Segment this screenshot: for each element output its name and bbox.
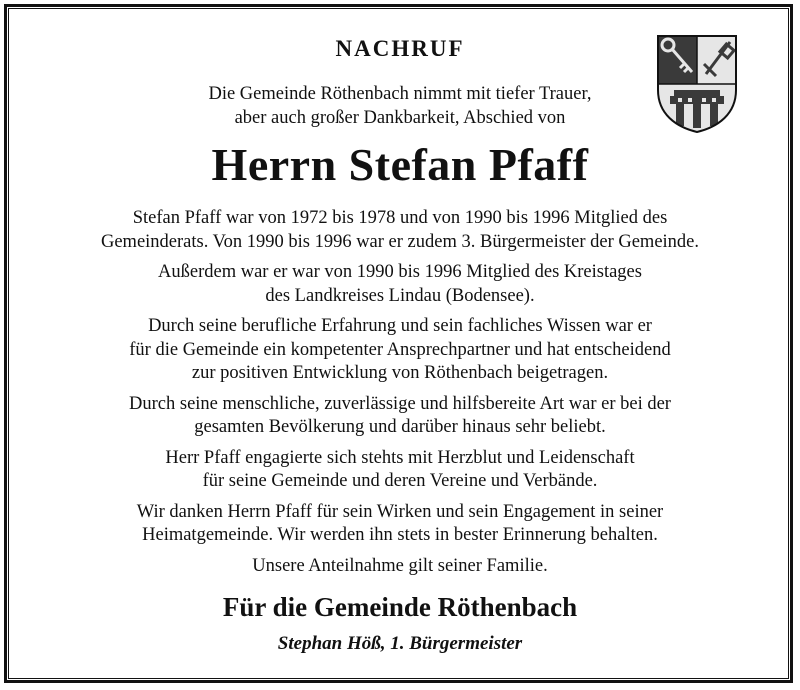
notice-body xyxy=(0,207,800,585)
body-line: zur positiven Entwicklung von Röthenbach beigetragen. xyxy=(191,363,609,383)
body-paragraph xyxy=(0,501,800,548)
body-paragraph xyxy=(0,207,800,254)
body-line: Außerdem war er war von 1990 bis 1996 Mitglied des Kreistages xyxy=(158,262,642,282)
body-paragraph xyxy=(0,393,800,440)
body-paragraph xyxy=(0,261,800,308)
intro-line: aber auch großer Dankbarkeit, Abschied von xyxy=(234,108,566,128)
deceased-name: Herrn Stefan Pfaff xyxy=(211,139,589,190)
body-line: für seine Gemeinde und deren Vereine und Verbände. xyxy=(202,471,598,491)
body-paragraph xyxy=(0,447,800,494)
body-line: Gemeinderats. Von 1990 bis 1996 war er zudem 3. Bürgermeister der Gemeinde. xyxy=(100,231,700,252)
body-line: Unsere Anteilnahme gilt seiner Familie. xyxy=(252,555,548,576)
body-line: Durch seine menschliche, zuverlässige und hilfsbereite Art war er bei der xyxy=(129,393,671,414)
body-line: Herr Pfaff engagierte sich stehts mit Herzblut und Leidenschaft xyxy=(165,447,635,468)
body-line: Wir danken Herrn Pfaff für sein Wirken und sein Engagement in seiner xyxy=(136,501,664,522)
notice-intro xyxy=(0,82,800,130)
signer-name: Stephan Höß, 1. Bürgermeister xyxy=(277,633,523,654)
body-line: gesamten Bevölkerung und darüber hinaus sehr beliebt. xyxy=(194,417,606,437)
body-line: Stefan Pfaff war von 1972 bis 1978 und von 1990 bis 1996 Mitglied des xyxy=(132,208,668,228)
body-line: für die Gemeinde ein kompetenter Ansprechpartner und hat entscheidend xyxy=(129,339,671,360)
notice-heading: NACHRUF xyxy=(335,36,465,61)
body-paragraph xyxy=(0,555,800,579)
body-line: des Landkreises Lindau (Bodensee). xyxy=(265,285,535,306)
intro-line: Die Gemeinde Röthenbach nimmt mit tiefer Trauer, xyxy=(208,84,592,104)
body-paragraph xyxy=(0,315,800,386)
body-line: Heimatgemeinde. Wir werden ihn stets in bester Erinnerung behalten. xyxy=(142,525,658,545)
signoff-line: Für die Gemeinde Röthenbach xyxy=(222,592,578,622)
body-line: Durch seine berufliche Erfahrung und sein fachliches Wissen war er xyxy=(148,316,652,336)
